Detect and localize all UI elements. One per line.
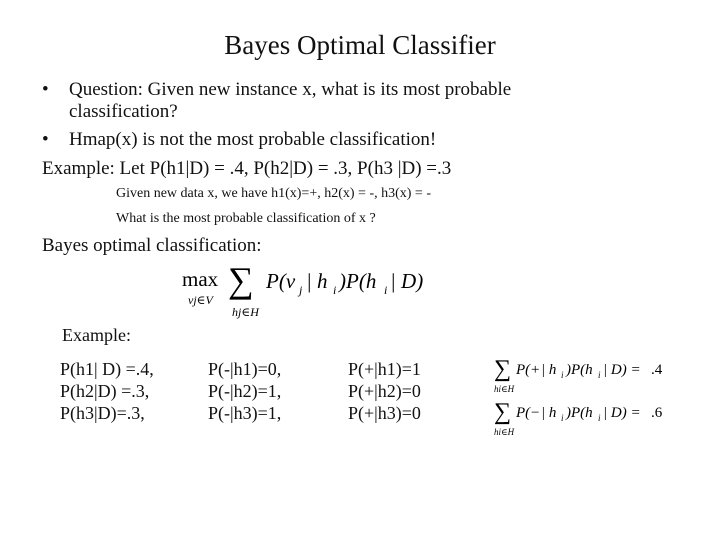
sum-plus-value: .4: [651, 362, 663, 378]
svg-text:| D) =: | D) =: [603, 405, 641, 421]
svg-text:i: i: [598, 370, 601, 380]
svg-text:∑: ∑: [494, 399, 512, 425]
svg-text:i: i: [333, 283, 337, 297]
svg-text:vj∈V: vj∈V: [188, 293, 213, 307]
plus-h3: P(+|h3)=0: [348, 403, 421, 423]
bullet-question-line2: classification?: [69, 101, 178, 122]
svg-text:)P(h: )P(h: [339, 269, 377, 293]
prior-column: [60, 358, 154, 424]
svg-text:| h: | h: [541, 362, 557, 378]
svg-text:hi∈H: hi∈H: [494, 384, 515, 394]
plus-likelihood-column: [348, 358, 421, 424]
svg-text:hi∈H: hi∈H: [494, 427, 515, 437]
question-line: What is the most probable classification of x ?: [116, 211, 376, 226]
example-label: Example:: [62, 325, 131, 345]
bullet-question-line1: Question: Given new instance x, what is its most probable: [69, 79, 512, 100]
example-priors-line: Example: Let P(h1|D) = .4, P(h2|D) = .3, P(h3 |D) =.3: [42, 158, 452, 179]
prior-h1: P(h1| D) =.4,: [60, 359, 154, 379]
bullet-marker: •: [42, 79, 49, 100]
plus-h1: P(+|h1)=1: [348, 359, 421, 379]
svg-text:j: j: [299, 283, 303, 297]
svg-text:max: max: [182, 267, 219, 291]
svg-text:i: i: [384, 283, 388, 297]
svg-text:)P(h: )P(h: [566, 405, 593, 421]
svg-text:)P(h: )P(h: [566, 362, 593, 378]
bullet-question: [42, 79, 511, 123]
svg-text:| h: | h: [541, 405, 557, 421]
svg-text:hj∈H: hj∈H: [232, 305, 259, 319]
svg-text:| D): | D): [390, 269, 424, 293]
minus-likelihood-column: [208, 358, 281, 424]
sum-plus-formula: [492, 350, 688, 398]
sum-minus-formula: [492, 393, 688, 441]
svg-text:P(: P(: [516, 362, 531, 378]
given-data-line: Given new data x, we have h1(x)=+, h2(x) = -, h3(x) = -: [116, 186, 431, 201]
svg-text:P(v: P(v: [266, 269, 296, 293]
bullet-marker: •: [42, 129, 49, 150]
svg-text:| h: | h: [306, 269, 328, 293]
bullet-hmap-text: Hmap(x) is not the most probable classification!: [69, 129, 437, 150]
minus-h1: P(-|h1)=0,: [208, 359, 282, 379]
prior-h3: P(h3|D)=.3,: [60, 403, 145, 423]
svg-text:∑: ∑: [228, 260, 254, 300]
prior-h2: P(h2|D) =.3,: [60, 381, 150, 401]
sum-minus-class: −: [531, 405, 540, 421]
sum-plus-class: +: [531, 362, 540, 378]
svg-text:i: i: [561, 370, 564, 380]
bullet-hmap: [42, 129, 436, 151]
minus-h2: P(-|h2)=1,: [208, 381, 282, 401]
bayes-optimal-formula: [180, 254, 450, 326]
svg-text:∑: ∑: [494, 356, 512, 382]
svg-text:i: i: [561, 413, 564, 423]
slide-title: Bayes Optimal Classifier: [224, 30, 496, 60]
bayes-label: Bayes optimal classification:: [42, 235, 262, 256]
minus-h3: P(-|h3)=1,: [208, 403, 282, 423]
svg-text:P(: P(: [516, 405, 531, 421]
svg-text:i: i: [598, 413, 601, 423]
plus-h2: P(+|h2)=0: [348, 381, 421, 401]
sum-minus-value: .6: [651, 405, 663, 421]
svg-text:| D) =: | D) =: [603, 362, 641, 378]
